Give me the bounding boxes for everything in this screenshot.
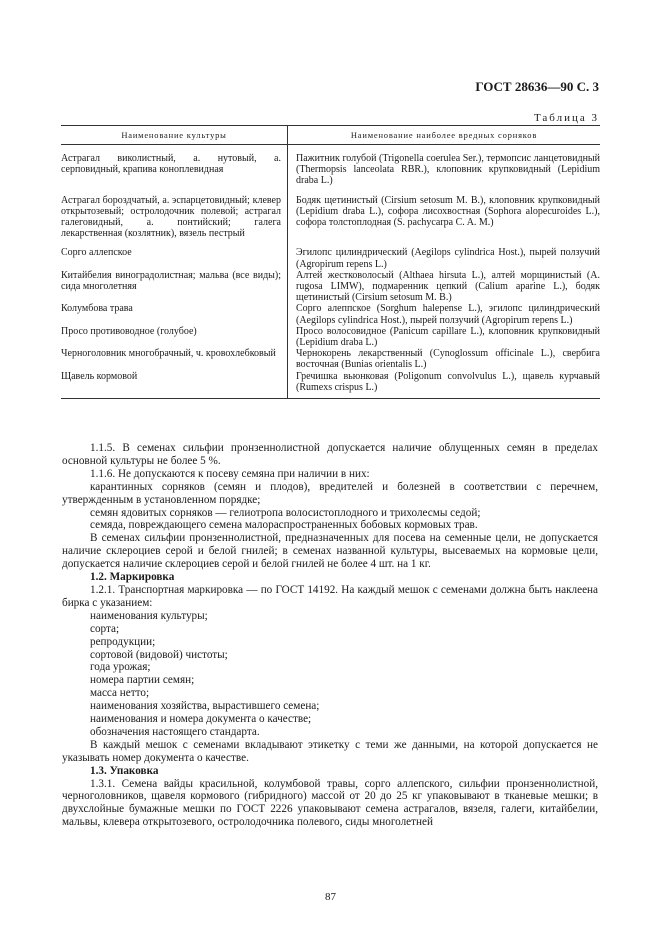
table-row — [61, 153, 600, 187]
table-row — [61, 303, 600, 325]
paragraph: 1.1.5. В семенах сильфии пронзеннолистной допускается наличие облущенных семян в пределах основной культуры не более 5 %. — [62, 442, 598, 467]
table-label: Таблица 3 — [533, 112, 599, 124]
weeds-cell: Бодяк щетинистый (Cirsium setosum M. B.), клоповник крупковидный (Lepidium draba L.), софора лисохвостная (Sophora alopecuroides L.), софора толстоплодная (S. pachycarpa C. A. M.) — [296, 194, 600, 229]
list-item: репродукции; — [90, 635, 156, 648]
paragraph: карантинных сорняков (семян и плодов), вредителей и болезней в соответствии с перечнем, утвержденным в установленном порядке; — [62, 480, 598, 506]
paragraph: В семенах сильфии пронзеннолистной, предназначенных для посева на семенные цели, не допускается наличие склероциев серой и белой гнилей; в семенах названной культуры, высеваемых на кормовые цели, допускается наличие склероциев серой и белой гнилей не более 4 шт. на 1 кг. — [62, 532, 598, 571]
crop-cell: Китайбелия виноградолистная; мальва (все виды); сида многолетняя — [61, 270, 288, 304]
weeds-cell: Пажитник голубой (Trigonella coerulea Ser.), термопсис ланцетовидный (Thermopsis lanceolata RBR.), клоповник крупковидный (Lepidium draba L.) — [296, 153, 600, 187]
list-item: масса нетто; — [90, 687, 150, 700]
table-row — [61, 371, 600, 399]
list-item: наименования хозяйства, вырастившего семена; — [90, 700, 320, 713]
list-item: номера партии семян; — [90, 674, 195, 687]
paragraph: В каждый мешок с семенами вкладывают этикетку с теми же данными, на которой допускается не указывать номер документа о качестве. — [62, 738, 598, 764]
crop-cell: Колумбова трава — [61, 303, 288, 325]
table-row — [61, 270, 600, 304]
document-header: ГОСТ 28636—90 С. 3 — [475, 79, 599, 94]
column-header-crop: Наименование культуры — [61, 126, 288, 145]
list-item: наименования и номера документа о качестве; — [90, 713, 312, 726]
weeds-cell: Алтей жестковолосый (Althaea hirsuta L.), алтей морщинистый (A. rugosa LIMW), подмаренник цепкий (Calium aparine L.), бодяк щетинистый (Cirsium setosum M. B.) — [296, 269, 600, 304]
weeds-cell: Чернокорень лекарственный (Cynoglossum officinale L.), свербига восточная (Bunias orientalis L.) — [296, 348, 600, 371]
table-row — [61, 348, 600, 370]
column-header-weeds: Наименование наиболее вредных сорняков — [288, 126, 601, 145]
paragraph: 1.3.1. Семена вайды красильной, колумбовой травы, сорго аллепского, сильфии пронзеннолистной, черноголовников, щавеля кормового (гибридного) массой от 20 до 25 кг упаковывают в тканевые мешки; в двухслойные бумажные мешки по ГОСТ 2226 упаковывают семена астрагалов, вязеля, галеги, китайбелии, мальвы, клевера открытозевого, остролодочника полевого, сиды многолетней — [62, 777, 598, 829]
list-item: года урожая; — [90, 661, 151, 674]
list-item: обозначения настоящего стандарта. — [90, 725, 260, 738]
section-heading-marking: 1.2. Маркировка — [90, 571, 175, 584]
table-row — [61, 195, 600, 240]
crop-cell: Черноголовник многобрачный, ч. кровохлебковый — [61, 348, 288, 370]
paragraph: семяда, повреждающего семена малораспространенных бобовых кормовых трав. — [90, 519, 478, 532]
crop-cell: Сорго аллепское — [61, 247, 288, 269]
crop-cell: Просо противоводное (голубое) — [61, 326, 288, 348]
crop-cell: Щавель кормовой — [61, 371, 288, 399]
table-row — [61, 247, 600, 269]
crop-cell: Астрагал виколистный, а. нутовый, а. серповидный, крапива коноплевидная — [61, 153, 288, 187]
list-item: наименования культуры; — [90, 609, 208, 622]
weeds-cell: Сорго алеппское (Sorghum halepense L.), эгилопс цилиндрический (Aegilops cylindrica Host.), пырей ползучий (Agropirum repens L.) — [296, 303, 600, 326]
section-heading-packaging: 1.3. Упаковка — [90, 764, 159, 777]
paragraph: 1.1.6. Не допускаются к посеву семяна при наличии в них: — [90, 467, 370, 480]
crop-cell: Астрагал бороздчатый, а. эспарцетовидный; клевер открытозевый; остролодочник полевой; астрагал галеговидный, а. понтийский; галега лекарственная (козлятник), вязель пестрый — [61, 195, 288, 240]
table-row — [61, 326, 600, 348]
body-text — [62, 442, 598, 829]
list-item: сорта; — [90, 622, 120, 635]
paragraph: 1.2.1. Транспортная маркировка — по ГОСТ 14192. На каждый мешок с семенами должна быть наклеена бирка с указанием: — [62, 583, 598, 609]
weeds-table — [61, 125, 600, 399]
weeds-cell: Просо волосовидное (Panicum capillare L.), клоповник крупковидный (Lepidium draba L.) — [296, 325, 600, 349]
paragraph: семян ядовитых сорняков — гелиотропа волосистоплодного и трихолесмы седой; — [90, 506, 481, 519]
list-item: сортовой (видовой) чистоты; — [90, 648, 228, 661]
page-number: 87 — [325, 891, 336, 903]
weeds-cell: Гречишка вьюнковая (Poligonum convolvulus L.), щавель курчавый (Rumexs crispus L.) — [288, 371, 601, 399]
weeds-cell: Эгилопс цилиндрический (Aegilops cylindrica Host.), пырей ползучий (Agropirum repens L.) — [296, 247, 600, 270]
